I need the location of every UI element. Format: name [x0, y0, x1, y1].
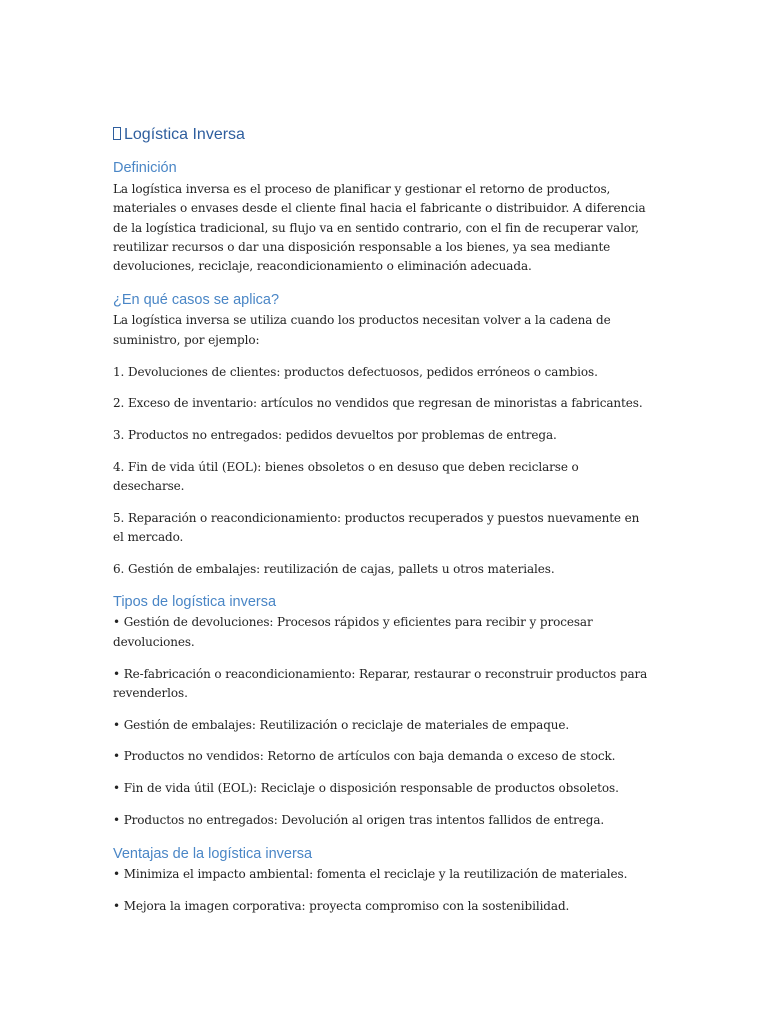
list-item: 2. Exceso de inventario: artículos no vendidos que regresan de minoristas a fabricantes. — [113, 396, 643, 411]
list-item: • Productos no vendidos: Retorno de artículos con baja demanda o exceso de stock. — [113, 749, 616, 764]
list-item: • Re-fabricación o reacondicionamiento: Reparar, restaurar o reconstruir productos para revenderlos. — [113, 666, 648, 700]
list-item: • Fin de vida útil (EOL): Reciclaje o disposición responsable de productos obsoletos. — [113, 781, 619, 796]
list-item: • Gestión de devoluciones: Procesos rápidos y eficientes para recibir y procesar devoluciones. — [113, 615, 593, 649]
section-heading: Tipos de logística inversa — [113, 594, 277, 611]
document-title — [113, 124, 653, 146]
list-item: • Minimiza el impacto ambiental: fomenta el reciclaje y la reutilización de materiales. — [113, 867, 628, 882]
section-casos — [113, 290, 653, 579]
section-definicion — [113, 158, 653, 276]
section-paragraph: La logística inversa es el proceso de planificar y gestionar el retorno de productos, materiales o envases desde el cliente final hacia el fabricante o distribuidor. A diferencia de la logística tradicional, su flujo va en sentido contrario, con el fin de recuperar valor, reutilizar recursos o dar una disposición responsable a los bienes, ya sea mediante devoluciones, reciclaje, reacondicionamiento o eliminación adecuada. — [113, 182, 646, 274]
list-item: • Mejora la imagen corporativa: proyecta compromiso con la sostenibilidad. — [113, 899, 570, 914]
list-item: 1. Devoluciones de clientes: productos defectuosos, pedidos erróneos o cambios. — [113, 364, 598, 379]
list-item: • Productos no entregados: Devolución al origen tras intentos fallidos de entrega. — [113, 813, 605, 828]
section-tipos — [113, 592, 653, 830]
list-item: 4. Fin de vida útil (EOL): bienes obsoletos o en desuso que deben reciclarse o desecharse. — [113, 459, 579, 494]
document-title-text: Logística Inversa — [124, 126, 245, 143]
list-item: 5. Reparación o reacondicionamiento: productos recuperados y puestos nuevamente en el mercado. — [113, 511, 640, 545]
document-page — [113, 124, 653, 916]
list-item: 6. Gestión de embalajes: reutilización de cajas, pallets u otros materiales. — [113, 562, 555, 577]
section-ventajas — [113, 844, 653, 916]
missing-glyph-icon — [113, 127, 121, 140]
section-heading: Ventajas de la logística inversa — [113, 846, 313, 863]
section-paragraph: La logística inversa se utiliza cuando los productos necesitan volver a la cadena de suministro, por ejemplo: — [113, 313, 611, 347]
list-item: 3. Productos no entregados: pedidos devueltos por problemas de entrega. — [113, 428, 557, 443]
section-heading: ¿En qué casos se aplica? — [113, 292, 280, 309]
list-item: • Gestión de embalajes: Reutilización o reciclaje de materiales de empaque. — [113, 717, 570, 732]
section-heading: Definición — [113, 160, 177, 176]
